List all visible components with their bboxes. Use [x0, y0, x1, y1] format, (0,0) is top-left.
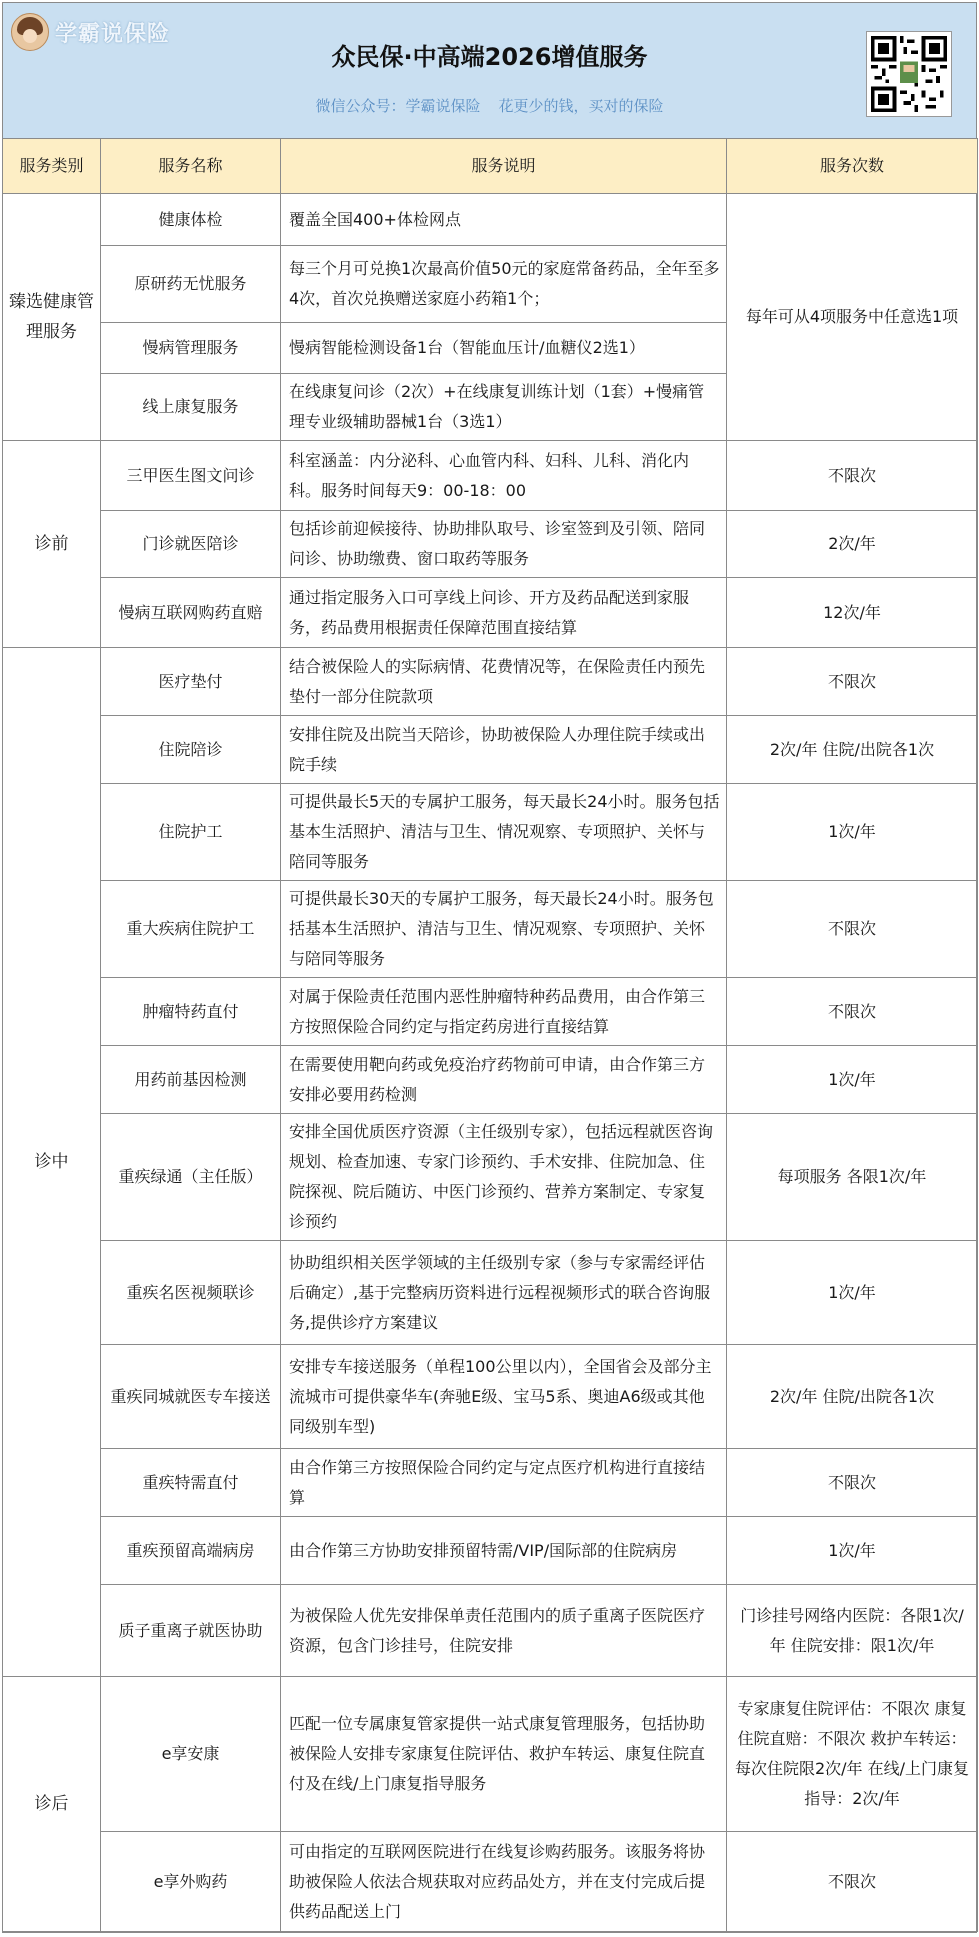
table-row: [3, 1677, 978, 1832]
service-count: 2次/年 住院/出院各1次: [727, 716, 978, 784]
service-desc: 科室涵盖：内分泌科、心血管内科、妇科、儿科、消化内科。服务时间每天9：00-18：00: [281, 441, 727, 511]
service-count: 1次/年: [727, 784, 978, 881]
table-row: [3, 1345, 978, 1449]
service-name: 三甲医生图文问诊: [101, 441, 281, 511]
service-desc: 协助组织相关医学领域的主任级别专家（参与专家需经评估后确定）,基于完整病历资料进行远程视频形式的联合咨询服务,提供诊疗方案建议: [281, 1241, 727, 1345]
service-name: 重疾同城就医专车接送: [101, 1345, 281, 1449]
service-desc: 匹配一位专属康复管家提供一站式康复管理服务，包括协助被保险人安排专家康复住院评估、救护车转运、康复住院直付及在线/上门康复指导服务: [281, 1677, 727, 1832]
service-desc: 通过指定服务入口可享线上问诊、开方及药品配送到家服务，药品费用根据责任保障范围直接结算: [281, 578, 727, 648]
table-row: [3, 1585, 978, 1677]
service-desc: 安排全国优质医疗资源（主任级别专家），包括远程就医咨询规划、检查加速、专家门诊预约、手术安排、住院加急、住院探视、院后随访、中医门诊预约、营养方案制定、专家复诊预约: [281, 1114, 727, 1241]
qr-code-icon: [866, 31, 952, 117]
service-count: 不限次: [727, 648, 978, 716]
table-row: [3, 784, 978, 881]
service-desc: 每三个月可兑换1次最高价值50元的家庭常备药品，全年至多4次，首次兑换赠送家庭小药箱1个；: [281, 246, 727, 323]
table-row: [3, 648, 978, 716]
service-table: [2, 138, 978, 1932]
service-desc: 由合作第三方协助安排预留特需/VIP/国际部的住院病房: [281, 1517, 727, 1585]
category-cell: 诊中: [3, 648, 101, 1677]
brand-name: 学霸说保险: [55, 21, 171, 47]
table-row: [3, 441, 978, 511]
service-name: 用药前基因检测: [101, 1046, 281, 1114]
table-row: [3, 1832, 978, 1932]
service-name: 医疗垫付: [101, 648, 281, 716]
table-row: [3, 194, 978, 246]
service-name: 质子重离子就医协助: [101, 1585, 281, 1677]
service-count: 每年可从4项服务中任意选1项: [727, 194, 978, 441]
service-count: 专家康复住院评估：不限次 康复住院直赔：不限次 救护车转运：每次住院限2次/年 在线/上门康复指导：2次/年: [727, 1677, 978, 1832]
category-cell: 诊前: [3, 441, 101, 648]
service-name: 慢病互联网购药直赔: [101, 578, 281, 648]
service-count: 12次/年: [727, 578, 978, 648]
service-desc: 安排专车接送服务（单程100公里以内），全国省会及部分主流城市可提供豪华车(奔驰E级、宝马5系、奥迪A6级或其他同级别车型): [281, 1345, 727, 1449]
service-name: 重大疾病住院护工: [101, 881, 281, 978]
service-name: 线上康复服务: [101, 374, 281, 441]
service-count: 不限次: [727, 1449, 978, 1517]
service-desc: 慢病智能检测设备1台（智能血压计/血糖仪2选1）: [281, 323, 727, 374]
page-subtitle: [3, 95, 976, 116]
table-row: [3, 1114, 978, 1241]
service-count: 2次/年: [727, 511, 978, 578]
service-name: 肿瘤特药直付: [101, 978, 281, 1046]
category-cell: 诊后: [3, 1677, 101, 1932]
table-row: [3, 1517, 978, 1585]
service-desc: 安排住院及出院当天陪诊，协助被保险人办理住院手续或出院手续: [281, 716, 727, 784]
service-desc: 可由指定的互联网医院进行在线复诊购药服务。该服务将协助被保险人依法合规获取对应药品处方，并在支付完成后提供药品配送上门: [281, 1832, 727, 1932]
subtitle-account: 微信公众号：学霸说保险: [315, 97, 481, 115]
service-desc: 包括诊前迎候接待、协助排队取号、诊室签到及引领、陪同问诊、协助缴费、窗口取药等服务: [281, 511, 727, 578]
service-count: 不限次: [727, 978, 978, 1046]
service-count: 门诊挂号网络内医院：各限1次/年 住院安排：限1次/年: [727, 1585, 978, 1677]
service-count: 每项服务 各限1次/年: [727, 1114, 978, 1241]
service-desc: 可提供最长5天的专属护工服务，每天最长24小时。服务包括基本生活照护、清洁与卫生、情况观察、专项照护、关怀与陪同等服务: [281, 784, 727, 881]
service-desc: 为被保险人优先安排保单责任范围内的质子重离子医院医疗资源，包含门诊挂号，住院安排: [281, 1585, 727, 1677]
service-desc: 在线康复问诊（2次）+在线康复训练计划（1套）+慢痛管理专业级辅助器械1台（3选1）: [281, 374, 727, 441]
col-header-name: 服务名称: [101, 139, 281, 194]
col-header-count: 服务次数: [727, 139, 978, 194]
service-count: 2次/年 住院/出院各1次: [727, 1345, 978, 1449]
table-row: [3, 1449, 978, 1517]
service-name: e享外购药: [101, 1832, 281, 1932]
table-row: [3, 716, 978, 784]
service-name: 慢病管理服务: [101, 323, 281, 374]
service-name: 重疾绿通（主任版）: [101, 1114, 281, 1241]
table-row: [3, 1241, 978, 1345]
col-header-desc: 服务说明: [281, 139, 727, 194]
page-title: 众民保·中高端2026增值服务: [331, 43, 648, 71]
table-row: [3, 881, 978, 978]
service-name: 住院护工: [101, 784, 281, 881]
service-sheet: [2, 2, 977, 1933]
subtitle-slogan: 花更少的钱，买对的保险: [498, 97, 664, 115]
category-cell: 臻选健康管理服务: [3, 194, 101, 441]
service-count: 不限次: [727, 881, 978, 978]
service-name: 重疾名医视频联诊: [101, 1241, 281, 1345]
table-row: [3, 578, 978, 648]
service-desc: 结合被保险人的实际病情、花费情况等，在保险责任内预先垫付一部分住院款项: [281, 648, 727, 716]
service-name: 原研药无忧服务: [101, 246, 281, 323]
service-desc: 由合作第三方按照保险合同约定与定点医疗机构进行直接结算: [281, 1449, 727, 1517]
table-header-row: [3, 139, 978, 194]
table-row: [3, 511, 978, 578]
service-desc: 在需要使用靶向药或免疫治疗药物前可申请，由合作第三方安排必要用药检测: [281, 1046, 727, 1114]
service-count: 1次/年: [727, 1241, 978, 1345]
service-count: 不限次: [727, 441, 978, 511]
service-name: 门诊就医陪诊: [101, 511, 281, 578]
service-name: 健康体检: [101, 194, 281, 246]
service-name: 重疾预留高端病房: [101, 1517, 281, 1585]
header: [3, 3, 976, 139]
service-desc: 覆盖全国400+体检网点: [281, 194, 727, 246]
col-header-category: 服务类别: [3, 139, 101, 194]
table-row: [3, 978, 978, 1046]
service-count: 1次/年: [727, 1517, 978, 1585]
service-name: 住院陪诊: [101, 716, 281, 784]
service-count: 1次/年: [727, 1046, 978, 1114]
service-name: 重疾特需直付: [101, 1449, 281, 1517]
service-desc: 可提供最长30天的专属护工服务，每天最长24小时。服务包括基本生活照护、清洁与卫生、情况观察、专项照护、关怀与陪同等服务: [281, 881, 727, 978]
service-name: e享安康: [101, 1677, 281, 1832]
table-row: [3, 1046, 978, 1114]
service-desc: 对属于保险责任范围内恶性肿瘤特种药品费用，由合作第三方按照保险合同约定与指定药房进行直接结算: [281, 978, 727, 1046]
service-count: 不限次: [727, 1832, 978, 1932]
